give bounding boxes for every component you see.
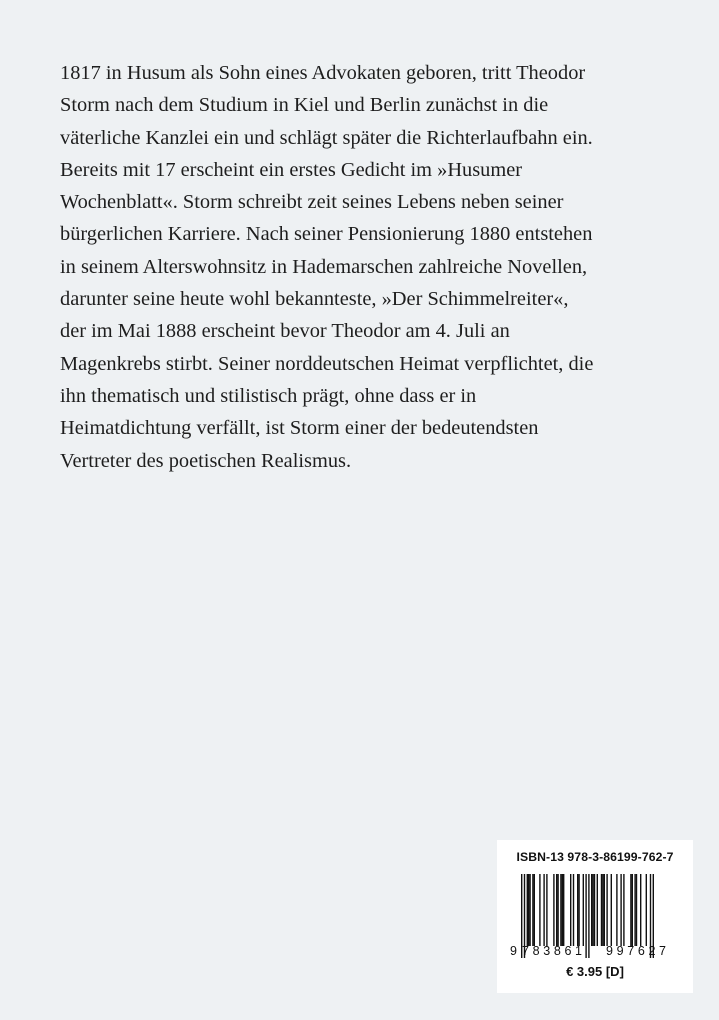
barcode-bar <box>546 874 547 946</box>
price-label: € 3.95 [D] <box>566 964 624 979</box>
barcode-bar <box>543 874 544 946</box>
barcode-left-digits: 783861 <box>522 944 582 958</box>
barcode-bar <box>604 874 605 946</box>
blurb-line: darunter seine heute wohl bekannteste, »Der Schimmelreiter«, <box>60 288 569 311</box>
barcode-first-digit: 9 <box>510 944 517 958</box>
barcode-bar <box>620 874 621 946</box>
barcode-guard-bar <box>585 874 586 958</box>
blurb-line: 1817 in Husum als Sohn eines Advokaten geboren, tritt Theodor <box>60 62 586 84</box>
blurb-line: Storm nach dem Studium in Kiel und Berlin zunächst in die <box>60 94 549 117</box>
isbn-label: ISBN-13 978-3-86199-762-7 <box>516 850 674 864</box>
barcode-bar <box>560 874 561 946</box>
barcode-right-digits: 997627 <box>606 944 666 958</box>
barcode-bar <box>594 874 595 946</box>
blurb-line: bürgerlichen Karriere. Nach seiner Pensionierung 1880 entstehen <box>60 223 593 246</box>
barcode-bar <box>623 874 624 946</box>
barcode-guard-bar <box>588 874 589 958</box>
barcode-bar <box>529 874 530 946</box>
barcode-bar <box>583 874 584 946</box>
blurb-line: ihn thematisch und stilistisch prägt, ohne dass er in <box>60 384 477 407</box>
barcode-bar <box>577 874 578 946</box>
blurb-line: in seinem Alterswohnsitz in Hademarschen zahlreiche Novellen, <box>60 255 588 278</box>
blurb-line: Magenkrebs stirbt. Seiner norddeutschen Heimat verpflichtet, die <box>60 352 594 375</box>
barcode-bar <box>578 874 579 946</box>
barcode-bar <box>534 874 535 946</box>
barcode-bar <box>597 874 598 946</box>
barcode-bar <box>611 874 612 946</box>
barcode-bar <box>616 874 617 946</box>
barcode-bar <box>592 874 593 946</box>
barcode-bar <box>532 874 533 946</box>
barcode-bar <box>527 874 528 946</box>
blurb-line: Heimatdichtung verfällt, ist Storm einer der bedeutendsten <box>60 417 539 440</box>
barcode-bar <box>646 874 647 946</box>
isbn-barcode-box <box>497 840 693 993</box>
ean13-barcode <box>497 840 693 964</box>
barcode-bar <box>630 874 631 946</box>
barcode-bar <box>606 874 607 946</box>
blurb-line: Vertreter des poetischen Realismus. <box>60 449 352 472</box>
back-cover-blurb <box>60 57 700 477</box>
barcode-bar <box>573 874 574 946</box>
barcode-bar <box>632 874 633 946</box>
blurb-line: väterliche Kanzlei ein und schlägt später die Richterlaufbahn ein. <box>60 126 593 149</box>
blurb-line: der im Mai 1888 erscheint bevor Theodor am 4. Juli an <box>60 320 510 343</box>
barcode-bar <box>539 874 540 946</box>
barcode-bar <box>602 874 603 946</box>
barcode-bar <box>601 874 602 946</box>
barcode-bar <box>528 874 529 946</box>
barcode-bar <box>636 874 637 946</box>
barcode-bar <box>570 874 571 946</box>
barcode-bar <box>640 874 641 946</box>
blurb-line: Wochenblatt«. Storm schreibt zeit seines Lebens neben seiner <box>60 191 564 214</box>
barcode-bar <box>553 874 554 946</box>
blurb-line: Bereits mit 17 erscheint ein erstes Gedicht im »Husumer <box>60 158 523 181</box>
barcode-bar <box>563 874 564 946</box>
barcode-bar <box>557 874 558 946</box>
barcode-bar <box>562 874 563 946</box>
barcode-bar <box>591 874 592 946</box>
barcode-bar <box>634 874 635 946</box>
barcode-bar <box>556 874 557 946</box>
